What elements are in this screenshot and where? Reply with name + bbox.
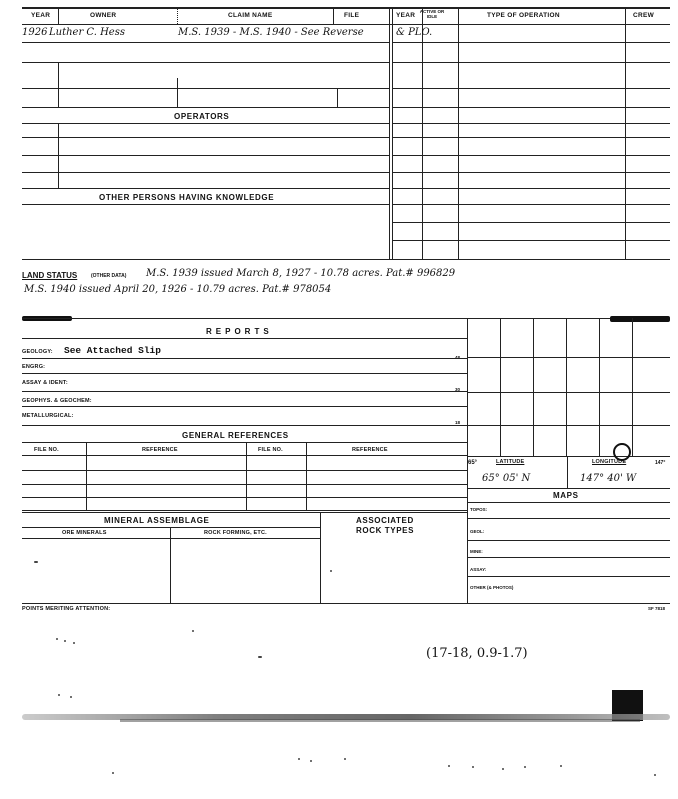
latitude-label: LATITUDE [496, 459, 525, 465]
rule [22, 24, 670, 25]
longitude-label: LONGITUDE [592, 459, 627, 465]
scan-speck [560, 765, 562, 767]
ref-col-reference-1: REFERENCE [142, 447, 178, 453]
rule [22, 470, 467, 471]
maps-row-topos: TOPOS: [470, 507, 488, 512]
rule [389, 7, 390, 259]
other-persons-title: OTHER PERSONS HAVING KNOWLEDGE [99, 193, 275, 202]
rule [467, 576, 670, 577]
rule [22, 188, 389, 189]
maps-row-other: OTHER (& PHOTOS) [470, 585, 514, 590]
col-header-year-right: YEAR [396, 12, 416, 19]
col-header-active-idle: ACTIVE OR IDLE [419, 9, 445, 19]
scan-speck [448, 765, 450, 767]
rule [22, 259, 670, 260]
rule [392, 123, 670, 124]
rule [58, 62, 59, 107]
rule [22, 338, 467, 339]
rule [320, 512, 321, 603]
scan-speck [344, 758, 346, 760]
ref-col-file-no-2: FILE NO. [258, 447, 283, 453]
report-label-geology: GEOLOGY: [22, 349, 53, 355]
rule [500, 318, 501, 456]
rule [467, 425, 670, 426]
entry-owner: Luther C. Hess [49, 27, 125, 38]
reports-title: REPORTS [206, 327, 273, 336]
col-header-file: FILE [344, 12, 360, 19]
rule [58, 7, 59, 24]
rule [22, 155, 389, 156]
rule [22, 406, 467, 407]
rule [177, 78, 178, 107]
rule [22, 512, 467, 513]
rule [392, 88, 670, 89]
scan-speck [34, 561, 38, 563]
associated-rock-title-2: ROCK TYPES [356, 526, 415, 535]
rule [22, 7, 670, 9]
rule [566, 318, 567, 456]
rule [22, 42, 389, 43]
scan-speck [58, 694, 60, 696]
land-status-sub: (OTHER DATA) [91, 273, 127, 279]
scan-speck [258, 656, 262, 658]
rule [599, 318, 600, 456]
rule [467, 392, 670, 393]
report-num-geology: 48 [455, 355, 461, 360]
rule [22, 391, 467, 392]
rule [392, 42, 670, 43]
scan-speck [310, 760, 312, 762]
rule [22, 510, 467, 511]
rule [22, 484, 467, 485]
rule [392, 188, 670, 189]
operators-title: OPERATORS [174, 112, 230, 121]
rule [392, 137, 670, 138]
rule [22, 62, 389, 63]
scan-speck [70, 696, 72, 698]
rule [392, 107, 670, 108]
scan-speck [524, 766, 526, 768]
col-header-crew: CREW [633, 12, 655, 19]
report-num-metallurgical: 18 [455, 420, 461, 425]
rule [333, 7, 334, 24]
coords-note: (17-18, 0.9-1.7) [426, 646, 528, 661]
rule [392, 204, 670, 205]
rock-forming-label: ROCK FORMING, ETC. [204, 530, 267, 536]
rule [392, 240, 670, 241]
rule [22, 204, 389, 205]
col-header-type-of-operation: TYPE OF OPERATION [487, 12, 560, 19]
rule [22, 538, 320, 539]
rule [392, 222, 670, 223]
entry-year: 1926 [22, 27, 48, 38]
rule [22, 358, 467, 359]
land-status-label: LAND STATUS [22, 271, 78, 280]
rule [22, 88, 389, 89]
associated-rock-title-1: ASSOCIATED [356, 516, 414, 525]
scan-band [610, 316, 670, 322]
scan-speck [56, 638, 58, 640]
land-status-line-1: M.S. 1939 issued March 8, 1927 - 10.78 acres. Pat.# 996829 [146, 268, 456, 279]
rule [177, 7, 178, 24]
latitude-value: 65° 05' N [482, 473, 531, 484]
report-label-engrg: ENGRG: [22, 364, 46, 370]
rule [392, 172, 670, 173]
rule [467, 518, 670, 519]
rule [467, 540, 670, 541]
rule [22, 425, 467, 426]
col-header-year: YEAR [31, 12, 51, 19]
report-value-geology: See Attached Slip [64, 345, 161, 356]
ref-col-file-no-1: FILE NO. [34, 447, 59, 453]
long-mark: 147° [655, 460, 666, 466]
report-label-geophys: GEOPHYS. & GEOCHEM: [22, 398, 92, 404]
scan-speck [73, 642, 75, 644]
rule [58, 123, 59, 188]
rule [533, 318, 534, 456]
rule [246, 442, 247, 510]
scan-speck [298, 758, 300, 760]
rule [467, 357, 670, 358]
rule [22, 137, 389, 138]
scan-speck [64, 640, 66, 642]
maps-title: MAPS [553, 491, 579, 500]
general-references-title: GENERAL REFERENCES [182, 431, 289, 440]
rule [22, 123, 389, 124]
rule [22, 318, 670, 319]
scan-speck [654, 774, 656, 776]
scan-speck [502, 768, 504, 770]
rule [22, 603, 670, 604]
maps-row-geol: GEOL: [470, 529, 485, 534]
rule [22, 527, 320, 528]
land-status-line-2: M.S. 1940 issued April 20, 1926 - 10.79 acres. Pat.# 978054 [24, 284, 332, 295]
lat-mark: 65° [468, 460, 478, 466]
report-num-assay: 30 [455, 387, 461, 392]
rule [567, 456, 568, 488]
rule [306, 442, 307, 510]
col-header-claim-name: CLAIM NAME [228, 12, 273, 19]
ref-col-reference-2: REFERENCE [352, 447, 388, 453]
points-meriting-attention-label: POINTS MERITING ATTENTION: [22, 606, 111, 612]
rule [170, 527, 171, 603]
rule [392, 155, 670, 156]
rule [467, 502, 670, 503]
rule [392, 62, 670, 63]
scan-speck [192, 630, 194, 632]
maps-row-mine: MINE: [470, 549, 483, 554]
form-number: SF 7818 [648, 606, 666, 611]
entry-claim: M.S. 1939 - M.S. 1940 - See Reverse [178, 27, 364, 38]
longitude-value: 147° 40' W [580, 473, 637, 484]
rule [22, 373, 467, 374]
rule [22, 497, 467, 498]
report-label-metallurgical: METALLURGICAL: [22, 413, 74, 419]
rule [467, 557, 670, 558]
maps-row-assay: ASSAY: [470, 567, 487, 572]
entry-file: & PLO. [396, 27, 433, 38]
mineral-assemblage-title: MINERAL ASSEMBLAGE [104, 516, 210, 525]
rule [22, 172, 389, 173]
rule [467, 488, 670, 489]
rule [632, 318, 633, 456]
rule [22, 107, 389, 108]
rule [22, 442, 467, 443]
rule [337, 88, 338, 107]
scan-speck [472, 766, 474, 768]
report-label-assay: ASSAY & IDENT: [22, 380, 68, 386]
scan-band [120, 719, 640, 722]
scan-speck [112, 772, 114, 774]
rule [86, 442, 87, 510]
rule [467, 456, 670, 457]
ore-minerals-label: ORE MINERALS [62, 530, 107, 536]
col-header-owner: OWNER [90, 12, 117, 19]
rule [22, 455, 467, 456]
scan-speck [330, 570, 332, 572]
